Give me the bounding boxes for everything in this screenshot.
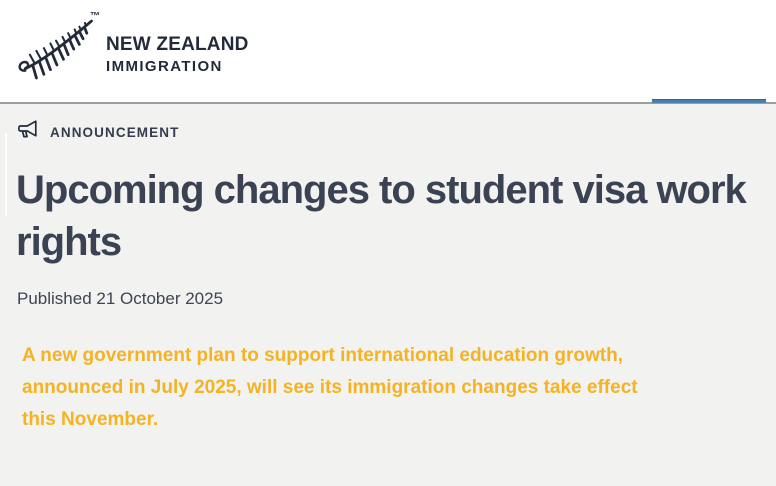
logo-wordmark-line2: IMMIGRATION (106, 58, 223, 75)
announcement-badge (16, 116, 179, 146)
megaphone-icon (16, 116, 41, 146)
article-intro: A new government plan to support international education growth, announced in July 2025, will see its immigration changes take effect this November. (22, 345, 638, 430)
logo-wordmark (106, 34, 249, 75)
article-title: Upcoming changes to student visa work rights (16, 168, 746, 264)
article-section (0, 104, 776, 486)
site-logo[interactable] (14, 10, 249, 90)
scroll-indicator (5, 133, 7, 216)
site-header (0, 0, 776, 102)
active-tab-indicator (652, 99, 766, 103)
logo-wordmark-line1: NEW ZEALAND (106, 34, 249, 55)
published-date: Published 21 October 2025 (17, 289, 224, 308)
fern-icon (14, 12, 98, 93)
trademark-symbol: ™ (90, 11, 100, 22)
announcement-label: ANNOUNCEMENT (50, 124, 180, 140)
